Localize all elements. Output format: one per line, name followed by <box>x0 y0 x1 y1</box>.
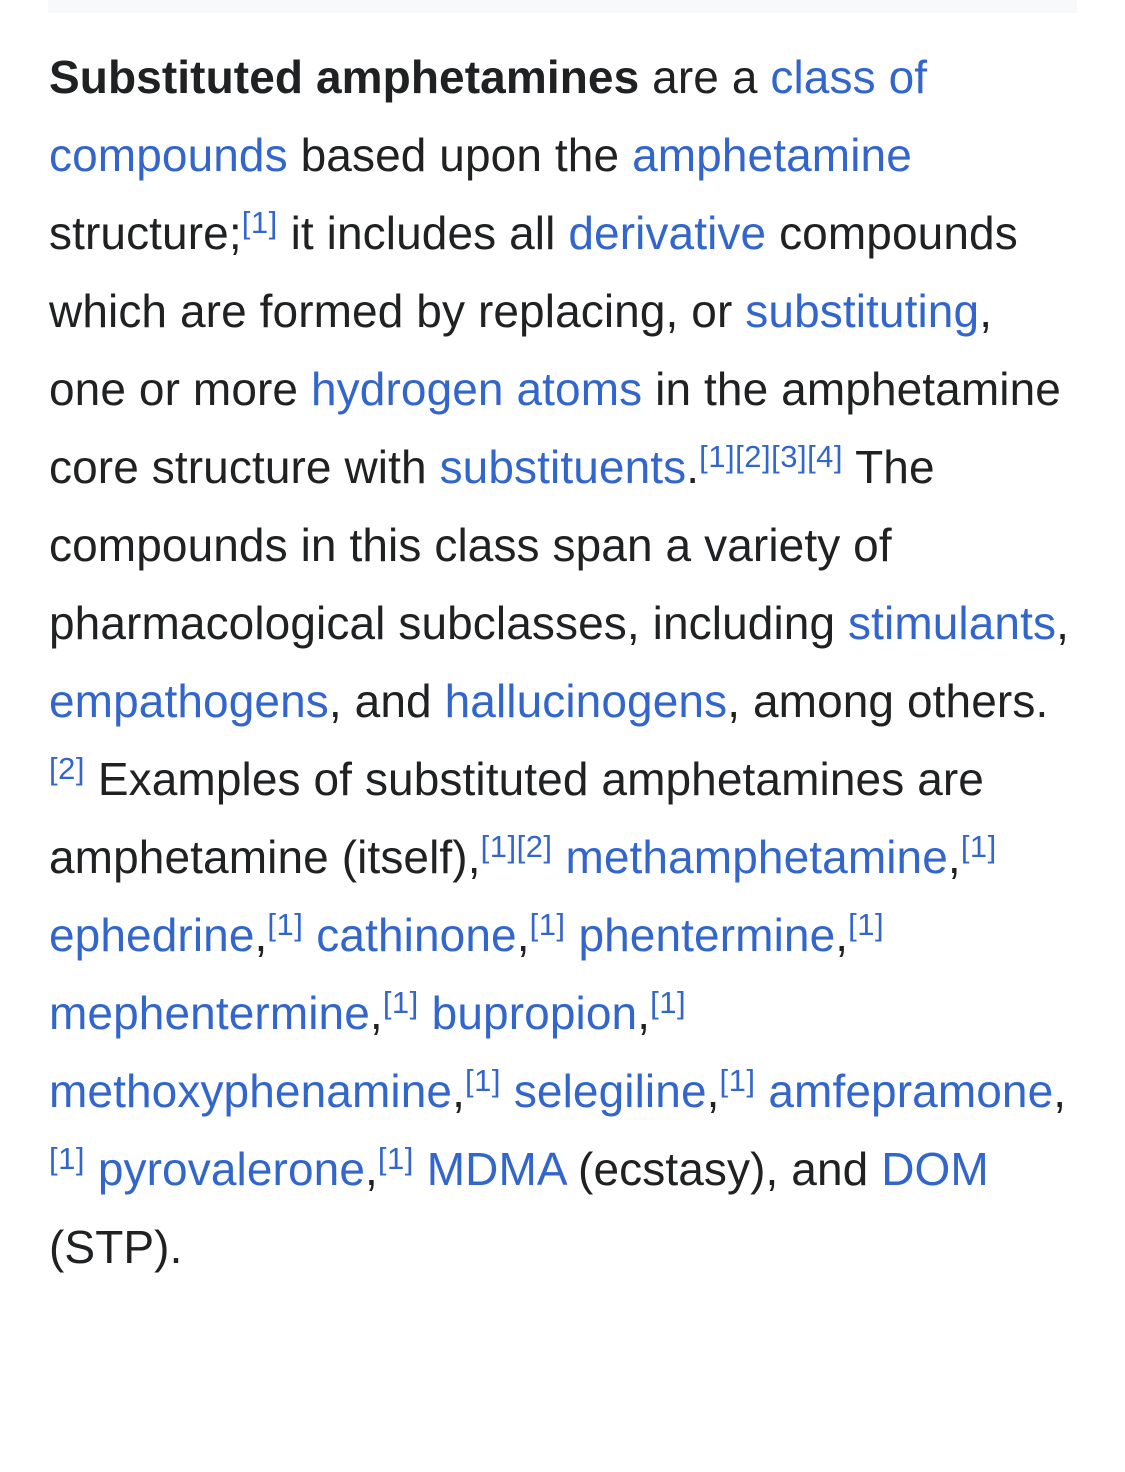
citation-link-1[interactable]: [1] <box>241 205 278 240</box>
link-methoxyphenamine[interactable]: methoxyphenamine <box>49 1065 453 1117</box>
citation-link-1[interactable]: [1] <box>529 907 566 942</box>
paragraph-text: Examples of substituted amphetamines are amphetamine (itself), <box>49 753 984 883</box>
link-empathogens[interactable]: empathogens <box>49 675 329 727</box>
citation-link-1[interactable]: [1] <box>650 985 687 1020</box>
link-substituting[interactable]: substituting <box>745 285 980 337</box>
link-pyrovalerone[interactable]: pyrovalerone <box>97 1143 365 1195</box>
citation[interactable] <box>267 907 303 942</box>
paragraph-text: . <box>686 441 700 493</box>
paragraph-text: , <box>835 909 849 961</box>
citation-link-1[interactable]: [1] <box>49 1141 85 1176</box>
citation[interactable] <box>650 985 686 1020</box>
paragraph-text: , <box>254 909 268 961</box>
paragraph-text: (STP). <box>49 1221 183 1273</box>
link-stimulants[interactable]: stimulants <box>848 597 1057 649</box>
article-term: Substituted amphetamines <box>49 51 640 103</box>
citation-link-1[interactable]: [1] <box>267 907 304 942</box>
paragraph-text: , <box>452 1065 465 1117</box>
paragraph-text: in the amphetamine core structure with <box>49 363 1061 493</box>
paragraph-text: , <box>947 831 961 883</box>
citation[interactable] <box>49 1141 85 1176</box>
citation-link-1[interactable]: [1] <box>377 1141 414 1176</box>
citation-link-1[interactable]: [1] <box>699 439 736 474</box>
link-derivative[interactable]: derivative <box>568 207 767 259</box>
citation-link-2[interactable]: [2] <box>49 751 85 786</box>
citation[interactable] <box>530 907 566 942</box>
link-methamphetamine[interactable]: methamphetamine <box>565 831 948 883</box>
citation-link-1[interactable]: [1] <box>719 1063 756 1098</box>
link-phentermine[interactable]: phentermine <box>578 909 836 961</box>
link-hallucinogens[interactable]: hallucinogens <box>444 675 728 727</box>
citation[interactable] <box>961 829 997 864</box>
paragraph-text: are a <box>639 51 771 103</box>
paragraph-text: , one or more <box>49 285 993 415</box>
paragraph-text: , <box>706 1065 720 1117</box>
paragraph-text: it includes all <box>277 207 569 259</box>
header-divider <box>48 0 1077 13</box>
citation-link-3[interactable]: [3] <box>771 439 808 474</box>
link-hydrogen-atoms[interactable]: hydrogen atoms <box>311 363 643 415</box>
citation-group[interactable] <box>699 439 843 474</box>
paragraph-text: , <box>637 987 651 1039</box>
citation-link-1[interactable]: [1] <box>382 985 419 1020</box>
paragraph-text: (ecstasy), and <box>565 1143 882 1195</box>
link-ephedrine[interactable]: ephedrine <box>49 909 255 961</box>
citation[interactable] <box>378 1141 414 1176</box>
link-amphetamine[interactable]: amphetamine <box>632 129 912 181</box>
link-bupropion[interactable]: bupropion <box>431 987 638 1039</box>
link-substituents[interactable]: substituents <box>439 441 687 493</box>
paragraph-text: , <box>1053 1065 1067 1117</box>
citation[interactable] <box>465 1063 501 1098</box>
paragraph-text: , among others. <box>727 675 1049 727</box>
paragraph-text: , <box>365 1143 378 1195</box>
citation[interactable] <box>242 205 278 240</box>
citation-link-1[interactable]: [1] <box>848 907 885 942</box>
citation-link-1[interactable]: [1] <box>480 829 517 864</box>
citation-group[interactable] <box>481 829 553 864</box>
paragraph-text: , <box>1056 597 1069 649</box>
citation-link-4[interactable]: [4] <box>807 439 844 474</box>
paragraph-text: The compounds in this class span a variety of pharmacological subclasses, including <box>49 441 935 649</box>
link-class-of-compounds[interactable]: class of compounds <box>49 51 928 181</box>
paragraph-text: compounds which are formed by replacing, or <box>49 207 1018 337</box>
link-selegiline[interactable]: selegiline <box>513 1065 707 1117</box>
citation-link-2[interactable]: [2] <box>735 439 772 474</box>
citation[interactable] <box>848 907 884 942</box>
citation-link-2[interactable]: [2] <box>516 829 553 864</box>
paragraph-text: , <box>516 909 530 961</box>
article-intro-paragraph <box>49 38 1077 1286</box>
link-dom[interactable]: DOM <box>881 1143 989 1195</box>
citation-link-1[interactable]: [1] <box>960 829 997 864</box>
link-mephentermine[interactable]: mephentermine <box>49 987 370 1039</box>
link-cathinone[interactable]: cathinone <box>316 909 517 961</box>
paragraph-text: , and <box>328 675 445 727</box>
paragraph-text: , <box>369 987 383 1039</box>
citation[interactable] <box>720 1063 756 1098</box>
link-amfepramone[interactable]: amfepramone <box>768 1065 1054 1117</box>
paragraph-text: based upon the <box>287 129 633 181</box>
paragraph-text: structure; <box>49 207 242 259</box>
citation[interactable] <box>49 751 85 786</box>
citation-link-1[interactable]: [1] <box>464 1063 501 1098</box>
citation[interactable] <box>383 985 419 1020</box>
link-mdma[interactable]: MDMA <box>426 1143 566 1195</box>
